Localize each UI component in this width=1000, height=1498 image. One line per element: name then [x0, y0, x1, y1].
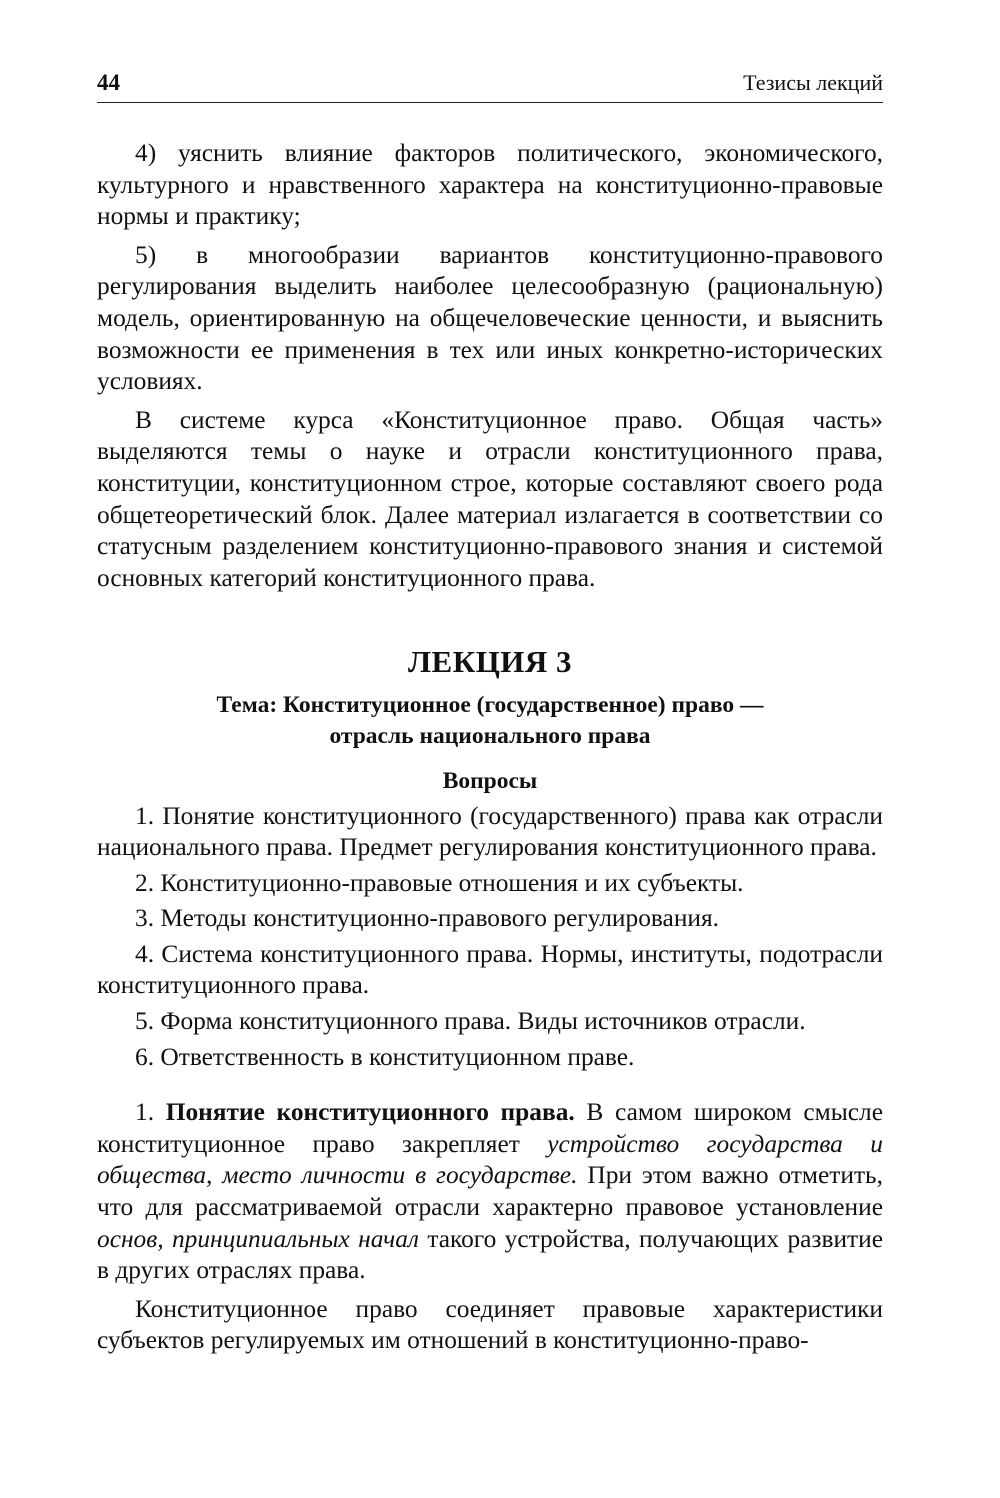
- question-item: 1. Понятие конституционного (государственного) права как отрасли национального права. Предмет регулирования конституционного права.: [97, 801, 883, 862]
- lecture-title: ЛЕКЦИЯ 3: [407, 644, 573, 680]
- question-item: 5. Форма конституционного права. Виды источников отрасли.: [135, 1007, 806, 1036]
- section-1-text-b: При этом важно отметить, что для рассматриваемой отрасли характерно правовое установление: [97, 1161, 883, 1222]
- running-title: Тезисы лекций: [743, 70, 883, 95]
- questions-list: [97, 801, 883, 1074]
- question-item: 6. Ответственность в конституционном праве.: [135, 1042, 635, 1071]
- section-1-paragraph-1: [97, 1097, 883, 1287]
- lecture-topic: [97, 690, 883, 752]
- topic-line-2: отрасль национального права: [329, 722, 651, 749]
- course-paragraph: В системе курса «Конституционное право. Общая часть» выделяются темы о науке и отрасли конституционного права, конституции, конституционном строе, которые составляют своего рода общетеоретический блок. Далее материал излагается в соответствии со статусным разделением конституционно-правового знания и системой основных категорий конституционного права.: [97, 405, 883, 592]
- question-item: 2. Конституционно-правовые отношения и их субъекты.: [135, 868, 744, 897]
- question-item: 3. Методы конституционно-правового регулирования.: [135, 904, 720, 933]
- section-1-text-c: такого устройства, получающих развитие в других отраслях права.: [97, 1224, 883, 1285]
- section-1-text-a: В самом широком смысле конституционное право закрепляет: [97, 1098, 883, 1158]
- intro-item-4: 4) уяснить влияние факторов политического, экономического, культурного и нравственного характера на конституционно-правовые нормы и практику;: [97, 139, 883, 231]
- topic-line-1: Тема: Конституционное (государственное) право —: [216, 691, 764, 718]
- section-1-italic-a: устройство государства и общества, место личности в государстве.: [97, 1129, 883, 1190]
- section-1-number: 1.: [135, 1098, 155, 1127]
- section-1-paragraph-2: Конституционное право соединяет правовые характеристики субъектов регулируемых им отношений в конституционно-право-: [97, 1294, 883, 1355]
- section-gap: [97, 1077, 883, 1097]
- body-text: [97, 138, 883, 1364]
- intro-item-5: 5) в многообразии вариантов конституционно-правового регулирования выделить наиболее целесообразную (рациональную) модель, ориентированную на общечеловеческие ценности, и выяснить возможности ее применения в тех или иных конкретно-исторических условиях.: [97, 240, 883, 396]
- questions-heading: Вопросы: [442, 767, 538, 794]
- question-item: 4. Система конституционного права. Нормы, институты, подотрасли конституционного права.: [97, 939, 883, 1000]
- section-1-italic-b: основ, принципиальных начал: [97, 1224, 420, 1253]
- page-header: [97, 70, 883, 103]
- section-1-heading: Понятие конституционного права.: [165, 1098, 575, 1127]
- page-number: 44: [97, 70, 120, 95]
